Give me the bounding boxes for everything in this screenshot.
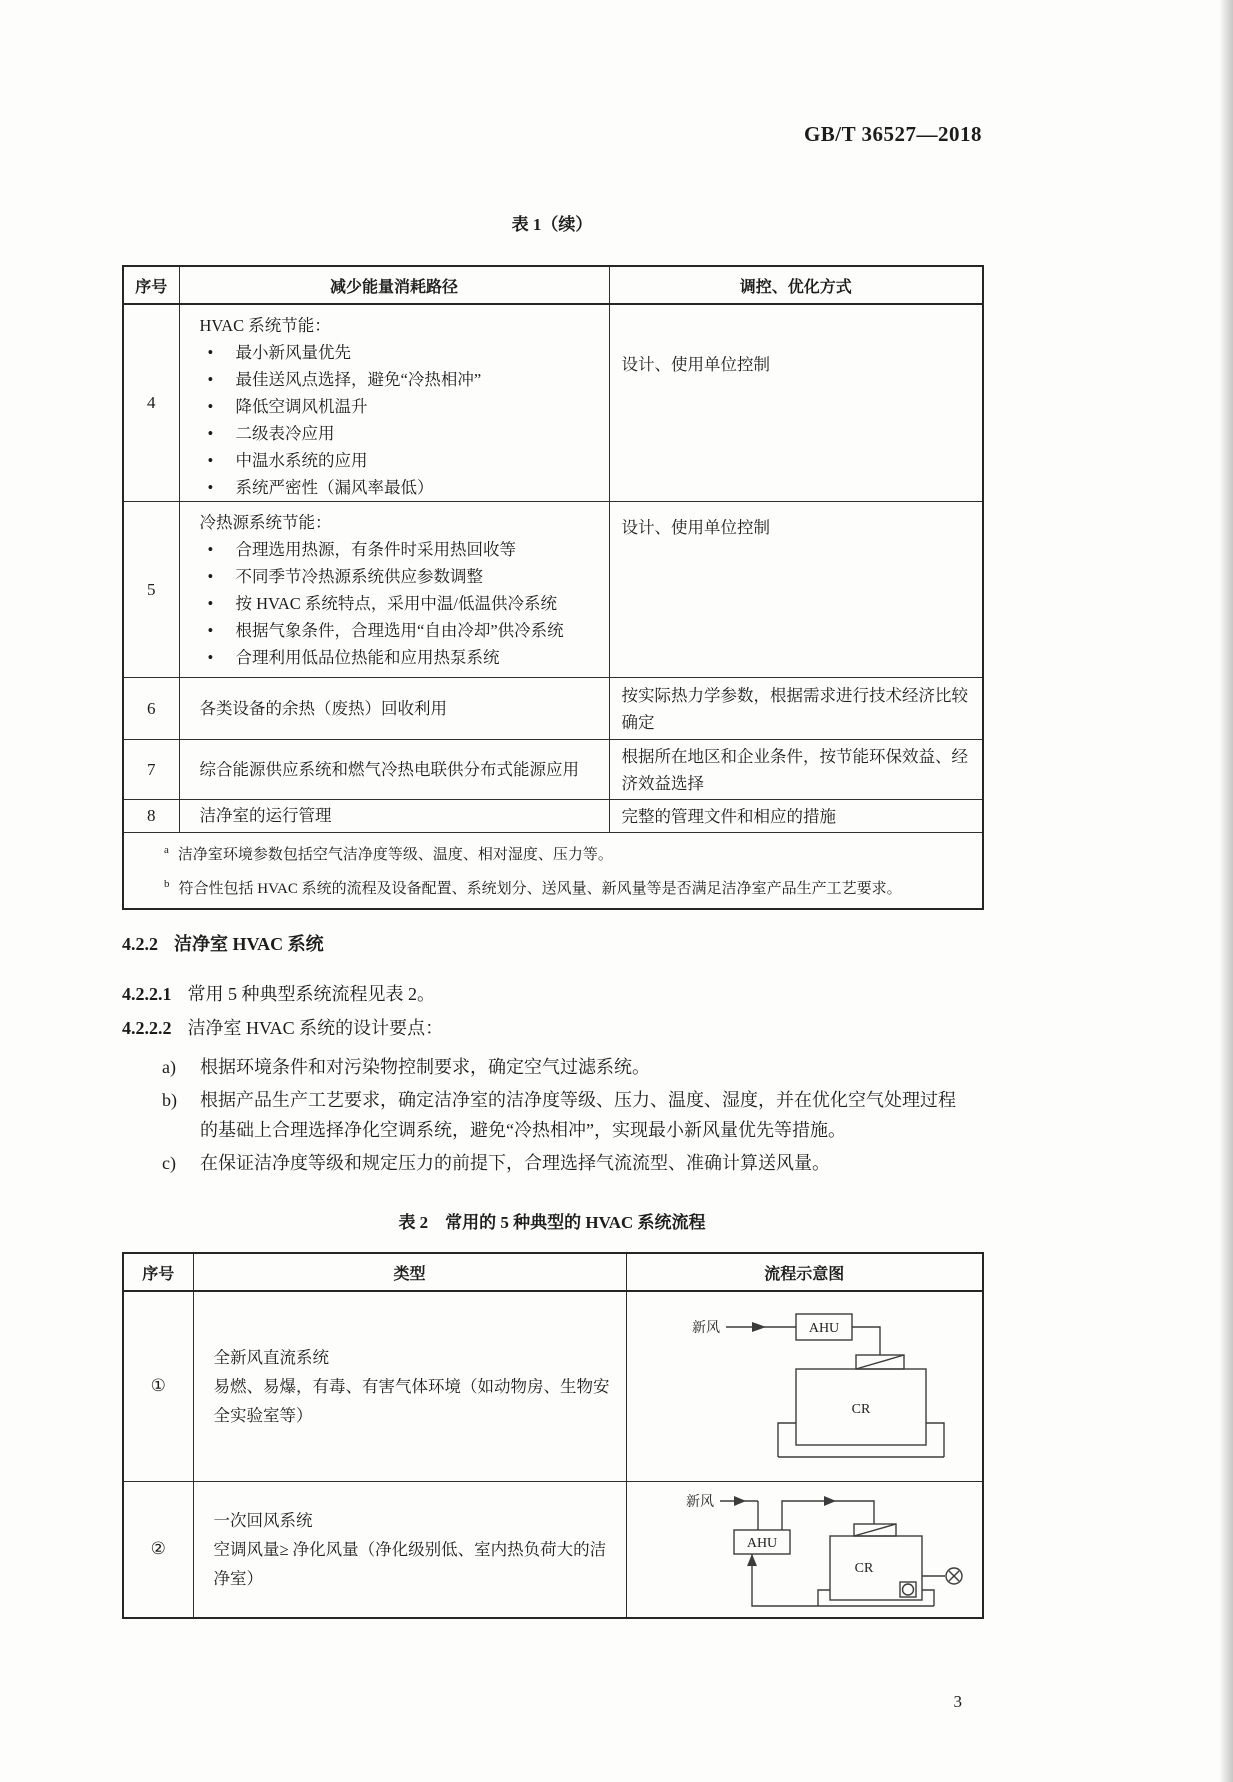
clause-text: 洁净室 HVAC 系统的设计要点： <box>187 1018 444 1038</box>
flow-arrow-icon <box>824 1496 836 1506</box>
cleanroom-label: CR <box>854 1561 874 1577</box>
type-description: 空调风量≥ 净化风量（净化级别低、室内热负荷大的洁净室） <box>213 1539 607 1588</box>
table-row <box>123 1481 983 1618</box>
cell-diagram <box>626 1291 983 1481</box>
clause-number: 4.2.2.1 <box>122 984 172 1004</box>
footnote-a <box>124 836 968 870</box>
cell-no: 7 <box>123 740 179 800</box>
filter-hatch <box>856 1355 904 1369</box>
table2 <box>122 1252 984 1619</box>
bullet-item: • 中温水系统的应用 <box>200 447 599 474</box>
cell-path: 各类设备的余热（废热）回收利用 <box>179 678 609 740</box>
cleanroom-label: CR <box>851 1402 871 1418</box>
clause-number: 4.2.2 <box>122 934 158 954</box>
cell-method: 根据所在地区和企业条件，按节能环保效益、经济效益选择 <box>609 740 983 800</box>
list-item <box>122 1148 1002 1178</box>
bullet-item: • 根据气象条件，合理选用“自由冷却”供冷系统 <box>200 617 599 644</box>
table-row <box>123 502 983 678</box>
return-duct-left <box>818 1590 830 1606</box>
type-title: 一次回风系统 <box>213 1510 313 1530</box>
flow-arrow-icon <box>752 1322 766 1332</box>
doc-number: GB/T 36527—2018 <box>803 122 982 146</box>
clause-number: 4.2.2.2 <box>122 1018 172 1038</box>
exhaust-duct-left <box>778 1423 796 1457</box>
table1-caption: 表 1（续） <box>511 215 593 234</box>
diagram-primary-return-air-system <box>627 1484 983 1614</box>
col-header-path: 减少能量消耗路径 <box>179 266 609 304</box>
bullet-item: • 最佳送风点选择，避免“冷热相冲” <box>200 366 599 393</box>
exhaust-duct-right <box>926 1423 944 1457</box>
table-row <box>123 678 983 740</box>
bullet-list <box>200 339 599 501</box>
footnotes-cell <box>123 833 983 910</box>
flow-arrow-icon <box>747 1554 757 1566</box>
cell-method: 设计、使用单位控制 <box>609 304 983 502</box>
cleanroom-box <box>830 1536 922 1600</box>
cell-no: 5 <box>123 502 179 678</box>
ahu-label: AHU <box>808 1321 840 1337</box>
bullet-item: • 合理选用热源，有条件时采用热回收等 <box>200 536 599 563</box>
table2-caption: 表 2 常用的 5 种典型的 HVAC 系统流程 <box>398 1213 706 1232</box>
cell-no: 4 <box>123 304 179 502</box>
cell-type <box>193 1291 626 1481</box>
bullet-item: • 系统严密性（漏风率最低） <box>200 474 599 501</box>
list-item <box>122 1085 1002 1145</box>
clause-item-list <box>122 1052 1002 1178</box>
col-header-diagram: 流程示意图 <box>626 1253 983 1291</box>
heading-4-2-2 <box>122 932 1002 956</box>
bullet-item: • 不同季节冷热源系统供应参数调整 <box>200 563 599 590</box>
table-row <box>123 800 983 833</box>
item-marker: a) <box>162 1057 176 1077</box>
table-row <box>123 740 983 800</box>
bullet-item: • 按 HVAC 系统特点，采用中温/低温供冷系统 <box>200 590 599 617</box>
item-text: 根据产品生产工艺要求，确定洁净室的洁净度等级、压力、温度、湿度，并在优化空气处理过程的基础上合理选择净化空调系统，避免“冷热相冲”，实现最小新风量优先等措施。 <box>200 1090 956 1140</box>
clause-4-2-2-1 <box>122 982 1002 1006</box>
item-text: 在保证洁净度等级和规定压力的前提下，合理选择气流流型、准确计算送风量。 <box>200 1153 830 1173</box>
footnote-marker: b <box>164 878 170 890</box>
bullet-item: • 二级表冷应用 <box>200 420 599 447</box>
flow-arrow-icon <box>734 1496 746 1506</box>
bullet-item: • 降低空调风机温升 <box>200 393 599 420</box>
cell-path <box>179 502 609 678</box>
type-description: 易燃、易爆，有毒、有害气体环境（如动物房、生物安全实验室等） <box>213 1376 610 1425</box>
cell-method: 设计、使用单位控制 <box>609 502 983 678</box>
cell-no: 6 <box>123 678 179 740</box>
cell-type <box>193 1481 626 1618</box>
ahu-label: AHU <box>746 1536 778 1552</box>
cell-no: ① <box>123 1291 193 1481</box>
clause-text: 常用 5 种典型系统流程见表 2。 <box>187 984 435 1004</box>
cell-method: 完整的管理文件和相应的措施 <box>609 800 983 833</box>
table1-header-row <box>123 266 983 304</box>
bullet-item: • 最小新风量优先 <box>200 339 599 366</box>
cell-method: 按实际热力学参数，根据需求进行技术经济比较确定 <box>609 678 983 740</box>
list-item <box>122 1052 1002 1082</box>
cell-diagram <box>626 1481 983 1618</box>
cell-path-title: HVAC 系统节能： <box>199 316 331 335</box>
section-4-2-2 <box>122 932 1002 1181</box>
bullet-list <box>200 536 599 671</box>
duct-line <box>852 1327 880 1355</box>
footnote-marker: a <box>164 844 169 856</box>
cell-path-title: 冷热源系统节能： <box>199 513 332 532</box>
clause-title: 洁净室 HVAC 系统 <box>174 934 324 954</box>
diagram-full-fresh-air-system <box>627 1307 983 1465</box>
fresh-air-label: 新风 <box>686 1495 714 1511</box>
item-text: 根据环境条件和对污染物控制要求，确定空气过滤系统。 <box>200 1057 650 1077</box>
cell-path: 综合能源供应系统和燃气冷热电联供分布式能源应用 <box>179 740 609 800</box>
supply-duct <box>782 1501 874 1530</box>
return-duct-right <box>922 1590 934 1606</box>
col-header-type: 类型 <box>193 1253 626 1291</box>
filter-hatch <box>854 1524 896 1536</box>
table1 <box>122 265 984 910</box>
cell-no: ② <box>123 1481 193 1618</box>
table-row <box>123 304 983 502</box>
footnote-text: 洁净室环境参数包括空气洁净度等级、温度、相对湿度、压力等。 <box>177 847 613 863</box>
table2-header-row <box>123 1253 983 1291</box>
bullet-item: • 合理利用低品位热能和应用热泵系统 <box>200 644 599 671</box>
footnote-text: 符合性包括 HVAC 系统的流程及设备配置、系统划分、送风量、新风量等是否满足洁净室产品生产工艺要求。 <box>178 881 902 897</box>
item-marker: c) <box>162 1153 176 1173</box>
table1-footnotes-row <box>123 833 983 910</box>
clause-4-2-2-2 <box>122 1016 1002 1040</box>
col-header-no: 序号 <box>123 266 179 304</box>
flow-diagram-1 <box>678 1307 978 1465</box>
footnote-b <box>124 870 968 904</box>
col-header-method: 调控、优化方式 <box>609 266 983 304</box>
scan-edge-shadow <box>1219 0 1233 1782</box>
return-fan-icon <box>903 1584 914 1595</box>
cell-no: 8 <box>123 800 179 833</box>
page-number: 3 <box>953 1692 962 1711</box>
fresh-air-label: 新风 <box>692 1321 720 1337</box>
flow-diagram-2 <box>678 1484 978 1614</box>
return-duct-to-ahu <box>752 1554 934 1606</box>
type-title: 全新风直流系统 <box>213 1347 329 1367</box>
cell-path <box>179 304 609 502</box>
table-row <box>123 1291 983 1481</box>
col-header-no: 序号 <box>123 1253 193 1291</box>
cell-path: 洁净室的运行管理 <box>179 800 609 833</box>
item-marker: b) <box>162 1090 177 1110</box>
